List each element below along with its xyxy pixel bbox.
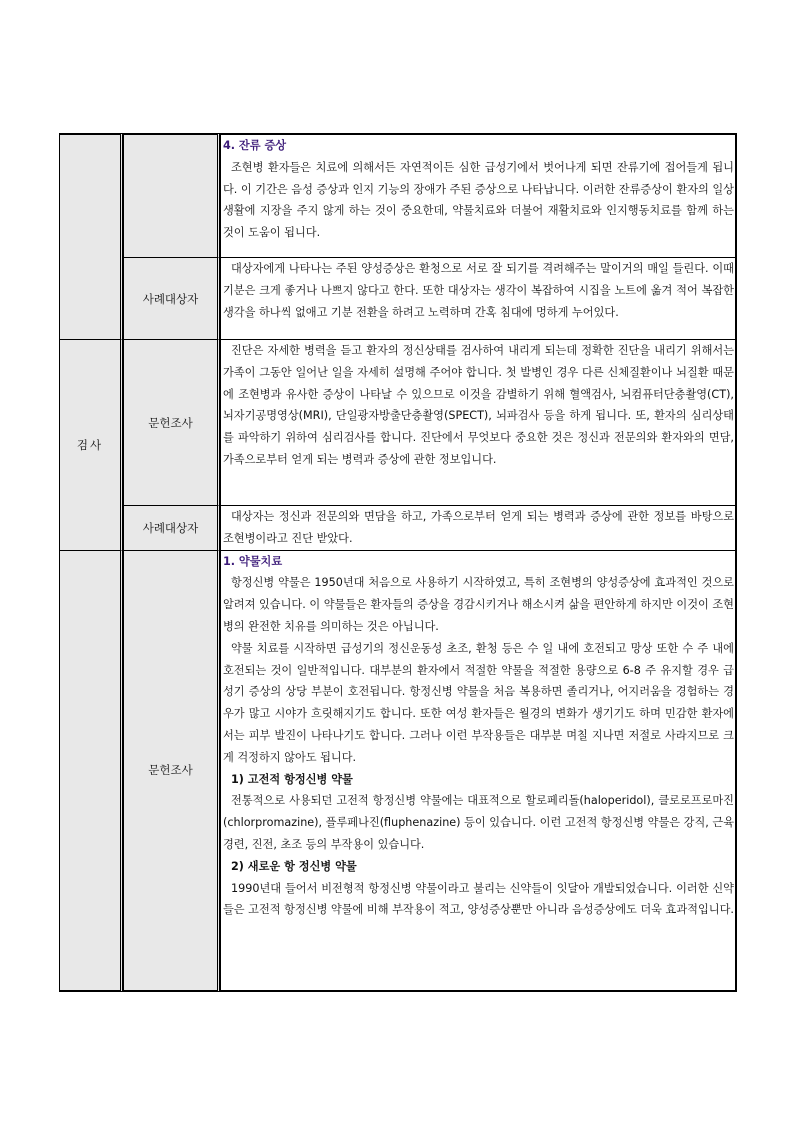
treatment-subheading-new: 2) 새로운 항 정신병 약물	[231, 859, 357, 873]
treatment-paragraph-4: 1990년대 들어서 비전형적 항정신병 약물이라고 불리는 신약들이 잇달아 개발되었습니다. 이러한 신약들은 고전적 항정신병 약물에 비해 부작용이 적고, 양성증상뿐만 아니라 음성증상에도 더욱 효과적입니다.	[223, 881, 734, 917]
treatment-subheading-classic: 1) 고전적 항정신병 약물	[231, 772, 353, 786]
treatment-literature-label: 문헌조사	[123, 550, 220, 992]
residual-row	[59, 133, 737, 257]
treatment-heading: 1. 약물치료	[223, 554, 283, 568]
exam-case-row	[59, 505, 737, 550]
residual-case-content-cell	[220, 257, 737, 339]
exam-case-content-cell	[220, 505, 737, 550]
exam-content-cell	[220, 339, 737, 505]
residual-case-label: 사례대상자	[123, 257, 220, 339]
exam-literature-label: 문헌조사	[123, 339, 220, 505]
residual-case-paragraph: 대상자에게 나타나는 주된 양성증상은 환청으로 서로 잘 되기를 격려해주는 말이거의 매일 들린다. 이때 기분은 크게 좋거나 나쁘지 않다고 한다. 또한 대상자는 생각이 복잡하여 시집을 노트에 옮겨 적어 복잡한 생각을 하나씩 없애고 기분 전환을 하려고 노력하며 간혹 침대에 멍하게 누어있다.	[223, 262, 734, 319]
residual-paragraph: 조현병 환자들은 치료에 의해서든 자연적이든 심한 급성기에서 벗어나게 되면 잔류기에 접어들게 됩니다. 이 기간은 음성 증상과 인지 기능의 장애가 주된 증상으로 나타납니다. 이러한 잔류증상이 환자의 일상생활에 지장을 주지 않게 하는 것이 중요한데, 약물치료와 더불어 재활치료와 인지행동치료를 함께 하는 것이 도움이 됩니다.	[223, 160, 734, 240]
treatment-content-cell	[220, 550, 737, 992]
residual-content-cell	[220, 133, 737, 257]
group-cell-empty-top	[59, 133, 123, 339]
exam-group-label: 검사	[59, 339, 123, 550]
treatment-paragraph-1: 항정신병 약물은 1950년대 처음으로 사용하기 시작하였고, 특히 조현병의 양성증상에 효과적인 것으로 알려져 있습니다. 이 약물들은 환자들의 증상을 경감시키거나 해소시켜 삶을 편안하게 하지만 이것이 조현병의 완전한 치유를 의미하는 것은 아닙니다.	[223, 576, 734, 633]
group-cell-empty-bottom	[59, 550, 123, 992]
document-table	[59, 133, 737, 992]
treatment-paragraph-3: 전통적으로 사용되던 고전적 항정신병 약물에는 대표적으로 할로페리돌(haloperidol), 클로로프로마진(chlorpromazine), 플루페나진(fluphenazine) 등이 있습니다. 이런 고전적 항정신병 약물은 강직, 근육경련, 진전, 초조 등의 부작용이 있습니다.	[223, 794, 734, 851]
exam-row	[59, 339, 737, 505]
treatment-paragraph-2: 약물 치료를 시작하면 급성기의 정신운동성 초조, 환청 등은 수 일 내에 호전되고 망상 또한 수 주 내에 호전되는 것이 일반적입니다. 대부분의 환자에서 적절한 약물을 적절한 용량으로 6-8 주 유지할 경우 급성기 증상의 상당 부분이 호전됩니다. 항정신병 약물을 처음 복용하면 졸리거나, 어지러움을 경험하는 경우가 많고 시야가 흐릿해지기도 합니다. 또한 여성 환자들은 월경의 변화가 생기기도 하며 민감한 환자에서는 피부 발진이 나타나기도 합니다. 그러나 이런 부작용들은 대부분 며칠 지나면 저절로 사라지므로 크게 걱정하지 않아도 됩니다.	[223, 641, 734, 764]
label-cell-empty	[123, 133, 220, 257]
exam-paragraph: 진단은 자세한 병력을 듣고 환자의 정신상태를 검사하여 내리게 되는데 정확한 진단을 내리기 위해서는 가족이 그동안 일어난 일을 자세히 설명해 주어야 합니다. 첫 발병인 경우 다른 신체질환이나 뇌질환 때문에 조현병과 유사한 증상이 나타날 수 있으므로 이것을 감별하기 위해 혈액검사, 뇌컴퓨터단층촬영(CT), 뇌자기공명영상(MRI), 단일광자방출단층촬영(SPECT), 뇌파검사 등을 하게 됩니다. 또, 환자의 심리상태를 파악하기 위하여 심리검사를 합니다. 진단에서 무엇보다 중요한 것은 정신과 전문의와 환자와의 면담, 가족으로부터 얻게 되는 병력과 증상에 관한 정보입니다.	[223, 344, 734, 466]
residual-case-row	[59, 257, 737, 339]
residual-heading: 4. 잔류 증상	[223, 139, 287, 152]
exam-case-label: 사례대상자	[123, 505, 220, 550]
treatment-row	[59, 550, 737, 992]
exam-case-paragraph: 대상자는 정신과 전문의와 면담을 하고, 가족으로부터 얻게 되는 병력과 증상에 관한 정보를 바탕으로 조현병이라고 진단 받았다.	[223, 510, 734, 545]
